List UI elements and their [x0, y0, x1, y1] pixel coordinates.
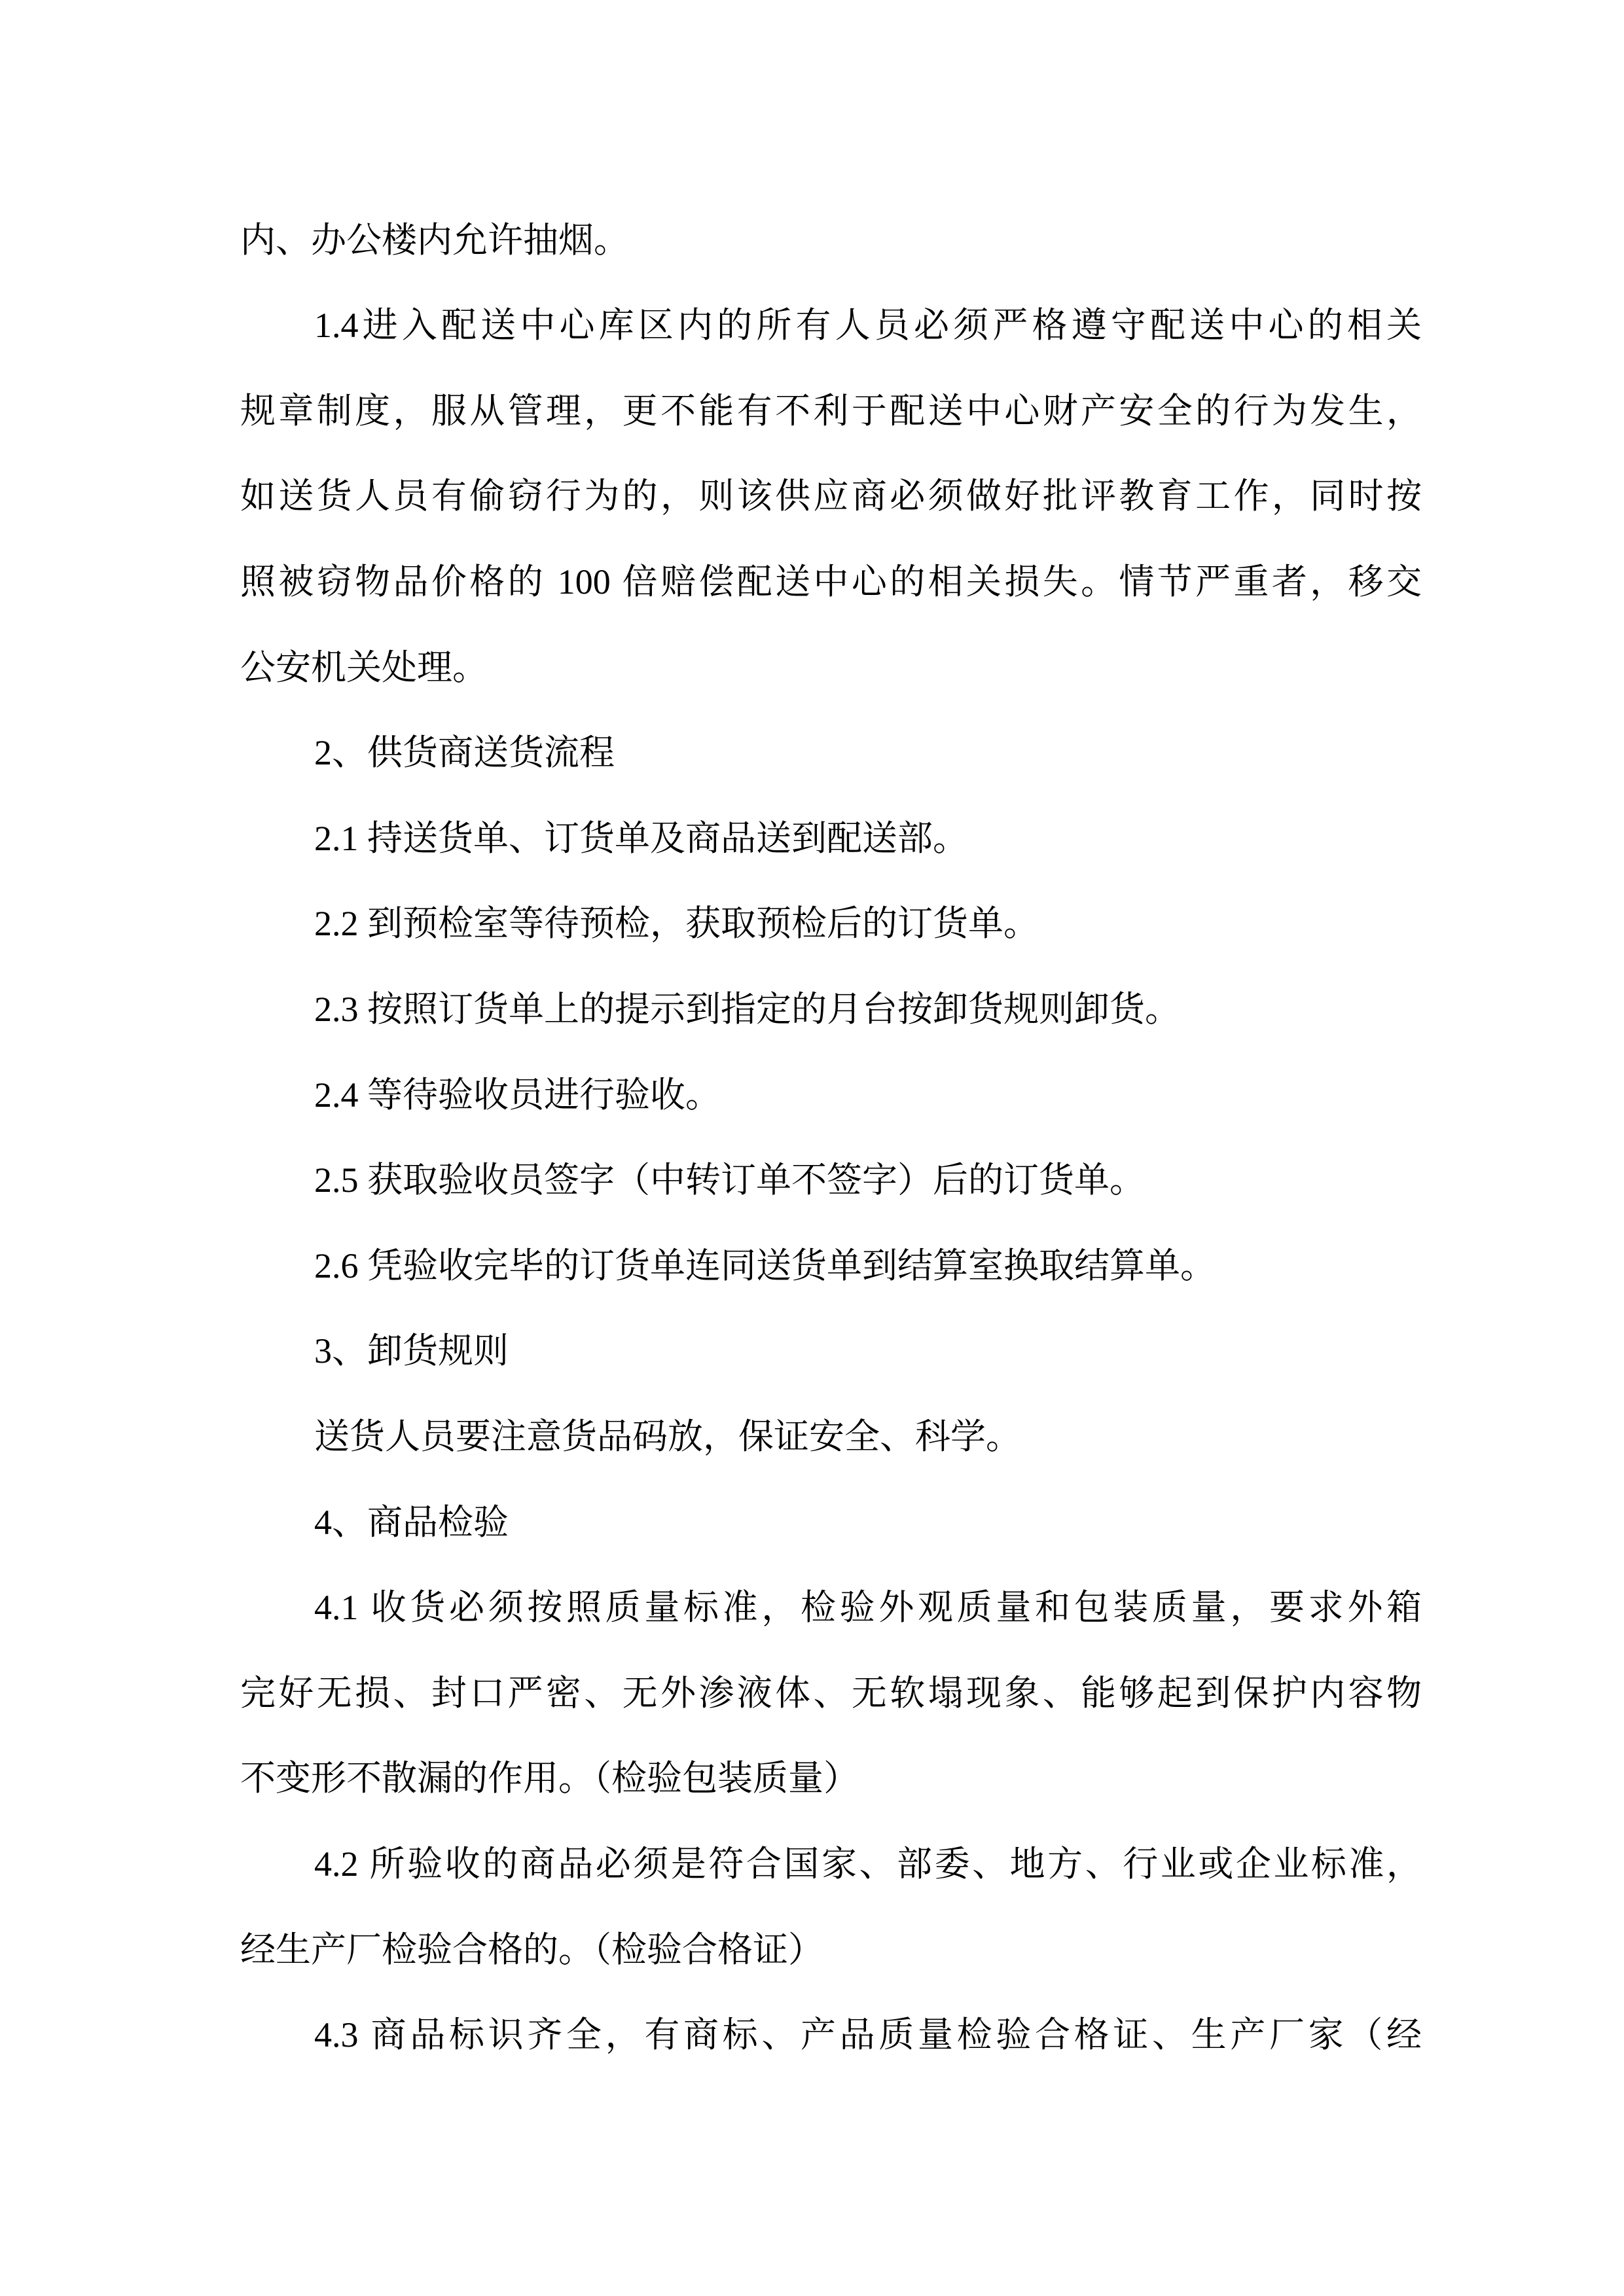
- paragraph-line: 内、办公楼内允许抽烟。: [240, 220, 629, 260]
- paragraph-line: 4.2 所验收的商品必须是符合国家、部委、地方、行业或企业标准，: [314, 1844, 1422, 1884]
- paragraph-line: 2.4 等待验收员进行验收。: [314, 1075, 721, 1115]
- paragraph-line: 如送货人员有偷窃行为的，则该供应商必须做好批评教育工作，同时按: [240, 476, 1422, 516]
- paragraph-line: 完好无损、封口严密、无外渗液体、无软塌现象、能够起到保护内容物: [240, 1673, 1422, 1713]
- paragraph-line: 4.3 商品标识齐全，有商标、产品质量检验合格证、生产厂家（经: [314, 2015, 1422, 2055]
- paragraph-line: 2、供货商送货流程: [314, 733, 615, 773]
- paragraph-line: 经生产厂检验合格的。（检验合格证）: [240, 1929, 823, 1969]
- paragraph-line: 不变形不散漏的作用。（检验包装质量）: [240, 1759, 859, 1799]
- paragraph-line: 4、商品检验: [314, 1502, 509, 1542]
- paragraph-line: 2.2 到预检室等待预检，获取预检后的订货单。: [314, 904, 1039, 944]
- paragraph-line: 1.4进入配送中心库区内的所有人员必须严格遵守配送中心的相关: [314, 306, 1422, 346]
- paragraph-line: 2.6 凭验收完毕的订货单连同送货单到结算室换取结算单。: [314, 1246, 1216, 1285]
- paragraph-line: 2.5 获取验收员签字（中转订单不签字）后的订货单。: [314, 1160, 1145, 1200]
- paragraph-line: 规章制度，服从管理，更不能有不利于配送中心财产安全的行为发生，: [240, 391, 1422, 431]
- paragraph-line: 公安机关处理。: [240, 647, 488, 687]
- paragraph-line: 照被窃物品价格的 100 倍赔偿配送中心的相关损失。情节严重者，移交: [240, 562, 1422, 601]
- paragraph-line: 送货人员要注意货品码放，保证安全、科学。: [314, 1416, 1021, 1456]
- paragraph-line: 2.1 持送货单、订货单及商品送到配送部。: [314, 818, 968, 858]
- paragraph-line: 2.3 按照订货单上的提示到指定的月台按卸货规则卸货。: [314, 989, 1180, 1029]
- paragraph-line: 4.1 收货必须按照质量标准，检验外观质量和包装质量，要求外箱: [314, 1588, 1422, 1628]
- paragraph-line: 3、卸货规则: [314, 1331, 509, 1371]
